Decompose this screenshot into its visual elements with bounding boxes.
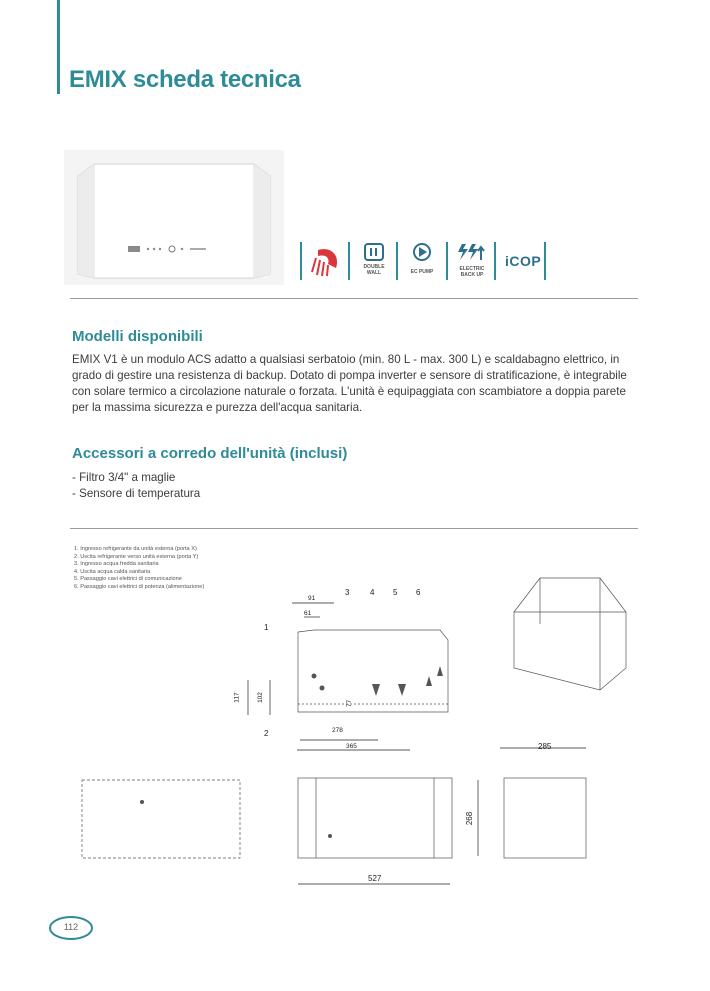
dim-268: 268: [465, 811, 475, 826]
modelli-line: grado di gestire una resistenza di backup. Dotato di pompa inverter e sensore di stratificazione, è integrabile: [72, 369, 627, 382]
dim-77: 77: [346, 699, 354, 708]
legend-item: 2. Uscita refrigerante verso unità esterna (porta Y): [74, 553, 199, 560]
dim-278: 278: [332, 727, 343, 734]
electric-backup-label: ELECTRIC BACK UP: [459, 266, 485, 278]
dim-365: 365: [346, 743, 357, 750]
connection-number: 5: [393, 588, 398, 597]
modelli-line: EMIX V1 è un modulo ACS adatto a qualsiasi serbatoio (min. 80 L - max. 300 L) e scaldabagno elettrico, in: [72, 353, 620, 366]
accessori-item: - Filtro 3/4" a maglie: [72, 471, 176, 484]
connection-number: 6: [416, 588, 421, 597]
connection-number: 4: [370, 588, 375, 597]
connection-number: 2: [264, 729, 269, 738]
page-title: EMIX scheda tecnica: [69, 66, 301, 93]
dim-117: 117: [233, 692, 241, 703]
legend-item: 5. Passaggio cavi elettrici di comunicazione: [74, 576, 182, 583]
dim-61: 61: [304, 610, 312, 617]
connection-number: 3: [345, 588, 350, 597]
connection-number: 1: [264, 623, 269, 632]
accessori-item: - Sensore di temperatura: [72, 487, 201, 500]
icop-badge: iCOP: [505, 253, 542, 269]
dim-285: 285: [538, 742, 552, 751]
modelli-heading: Modelli disponibili: [72, 328, 203, 345]
double-wall-label: DOUBLE WALL: [363, 264, 385, 276]
legend-item: 4. Uscita acqua calda sanitaria: [74, 568, 151, 575]
legend-item: 3. Ingresso acqua fredda sanitaria: [74, 561, 159, 568]
ec-pump-label: EC PUMP: [410, 269, 434, 275]
legend-item: 6. Passaggio cavi elettrici di potenza (alimentazione): [74, 583, 205, 590]
accessori-heading: Accessori a corredo dell'unità (inclusi): [72, 445, 348, 462]
page-number: 112: [63, 922, 79, 932]
dim-527: 527: [368, 874, 382, 883]
modelli-line: per la massima sicurezza e purezza dell'acqua sanitaria.: [72, 401, 363, 414]
legend-item: 1. Ingresso refrigerante da unità esterna (porta X): [74, 546, 197, 552]
modelli-line: con solare termico a circolazione naturale o forzata. L'unità è equipaggiata con scambiatore a doppia parete: [72, 385, 626, 398]
dim-102: 102: [256, 692, 264, 703]
dim-91: 91: [308, 595, 316, 602]
